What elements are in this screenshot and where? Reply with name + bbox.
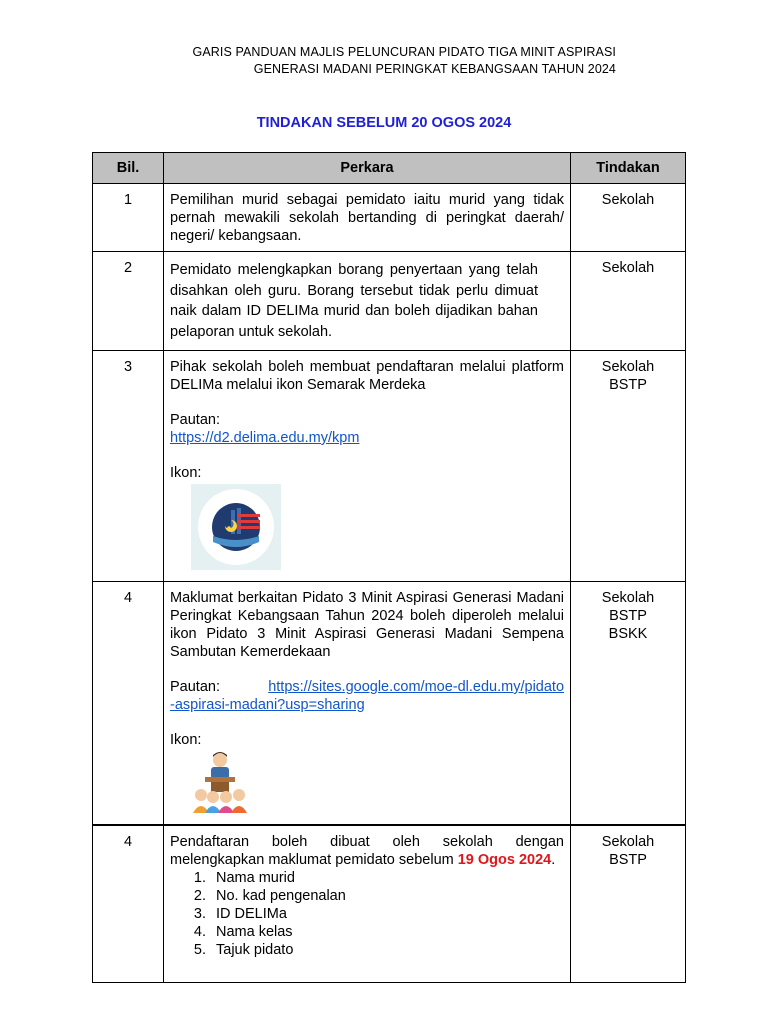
row-description-cell bbox=[164, 582, 571, 826]
action-table bbox=[92, 152, 686, 983]
row-number: 4 bbox=[93, 825, 164, 982]
list-item: 2. No. kad pengenalan bbox=[210, 887, 564, 905]
icon-label: Ikon: bbox=[170, 465, 202, 481]
semarak-merdeka-icon[interactable] bbox=[191, 484, 564, 575]
delima-link[interactable]: https://d2.delima.edu.my/kpm bbox=[170, 430, 360, 446]
link-label: Pautan: bbox=[170, 679, 220, 695]
table-row bbox=[93, 184, 686, 252]
action-item: Sekolah bbox=[601, 359, 655, 375]
list-item: 3. ID DELIMa bbox=[210, 905, 564, 923]
list-item: 5. Tajuk pidato bbox=[210, 941, 564, 959]
section-title: TINDAKAN SEBELUM 20 OGOS 2024 bbox=[256, 115, 512, 131]
row-number: 3 bbox=[93, 351, 164, 582]
row-number: 4 bbox=[93, 582, 164, 826]
row-action bbox=[571, 184, 686, 252]
header-line-2: GENERASI MADANI PERINGKAT KEBANGSAAN TAHUN 2024 bbox=[253, 62, 616, 76]
row-number: 2 bbox=[93, 252, 164, 351]
header-line-1: GARIS PANDUAN MAJLIS PELUNCURAN PIDATO TIGA MINIT ASPIRASI bbox=[192, 45, 616, 59]
table-row bbox=[93, 351, 686, 582]
table-row bbox=[93, 252, 686, 351]
table-row bbox=[93, 582, 686, 826]
action-item: BSTP bbox=[609, 608, 647, 624]
header-perkara: Perkara bbox=[164, 153, 571, 184]
action-item: Sekolah bbox=[601, 590, 655, 606]
speaker-podium-icon[interactable] bbox=[191, 751, 564, 818]
link-label: Pautan: bbox=[170, 412, 220, 428]
action-item: BSKK bbox=[608, 626, 648, 642]
header-bil: Bil. bbox=[93, 153, 164, 184]
row-action bbox=[571, 582, 686, 826]
row-action bbox=[571, 252, 686, 351]
list-item: 1. Nama murid bbox=[210, 869, 564, 887]
table-header-row bbox=[93, 153, 686, 184]
row-description: Maklumat berkaitan Pidato 3 Minit Aspirasi Generasi Madani Peringkat Kebangsaan Tahun 2024 boleh diperoleh melalui ikon Pidato 3 Minit Aspirasi Generasi Madani Sempena Sambutan Kemerdekaan bbox=[170, 590, 564, 660]
action-item: BSTP bbox=[609, 852, 647, 868]
deadline-date: 19 Ogos 2024 bbox=[457, 852, 552, 868]
document-header bbox=[150, 44, 616, 78]
row-description: Pihak sekolah boleh membuat pendaftaran melalui platform DELIMa melalui ikon Semarak Merdeka bbox=[170, 359, 564, 393]
row-description-cell: Pendaftaran boleh dibuat oleh sekolah dengan melengkapkan maklumat pemidato sebelum 19 Ogos 2024. 1. Nama murid 2. No. kad pengenalan 3. ID DELIMa 4. Nama kelas 5. Tajuk pidato bbox=[164, 825, 571, 982]
row-description: Pemidato melengkapkan borang penyertaan yang telah disahkan oleh guru. Borang tersebut tidak perlu dimuat naik dalam ID DELIMa murid dan boleh dijadikan bahan pelaporan untuk sekolah. bbox=[164, 252, 571, 351]
row-number: 1 bbox=[93, 184, 164, 252]
action-item: BSTP bbox=[609, 377, 647, 393]
row-description: Pendaftaran boleh dibuat oleh sekolah dengan melengkapkan maklumat pemidato sebelum bbox=[170, 834, 564, 868]
row-action bbox=[571, 825, 686, 982]
action-item: Sekolah bbox=[601, 192, 655, 208]
row-description: Pemilihan murid sebagai pemidato iaitu murid yang tidak pernah mewakili sekolah bertanding di peringkat daerah/ negeri/ kebangsaan. bbox=[164, 184, 571, 252]
icon-label: Ikon: bbox=[170, 732, 202, 748]
table-row bbox=[93, 825, 686, 982]
required-info-list bbox=[170, 869, 564, 959]
row-action bbox=[571, 351, 686, 582]
action-item: Sekolah bbox=[601, 834, 655, 850]
list-item: 4. Nama kelas bbox=[210, 923, 564, 941]
action-item: Sekolah bbox=[601, 260, 655, 276]
header-tindakan: Tindakan bbox=[571, 153, 686, 184]
row-description-cell bbox=[164, 351, 571, 582]
pidato-site-link[interactable]: https://sites.google.com/moe-dl.edu.my/pidato-aspirasi-madani?usp=sharing bbox=[170, 679, 565, 713]
